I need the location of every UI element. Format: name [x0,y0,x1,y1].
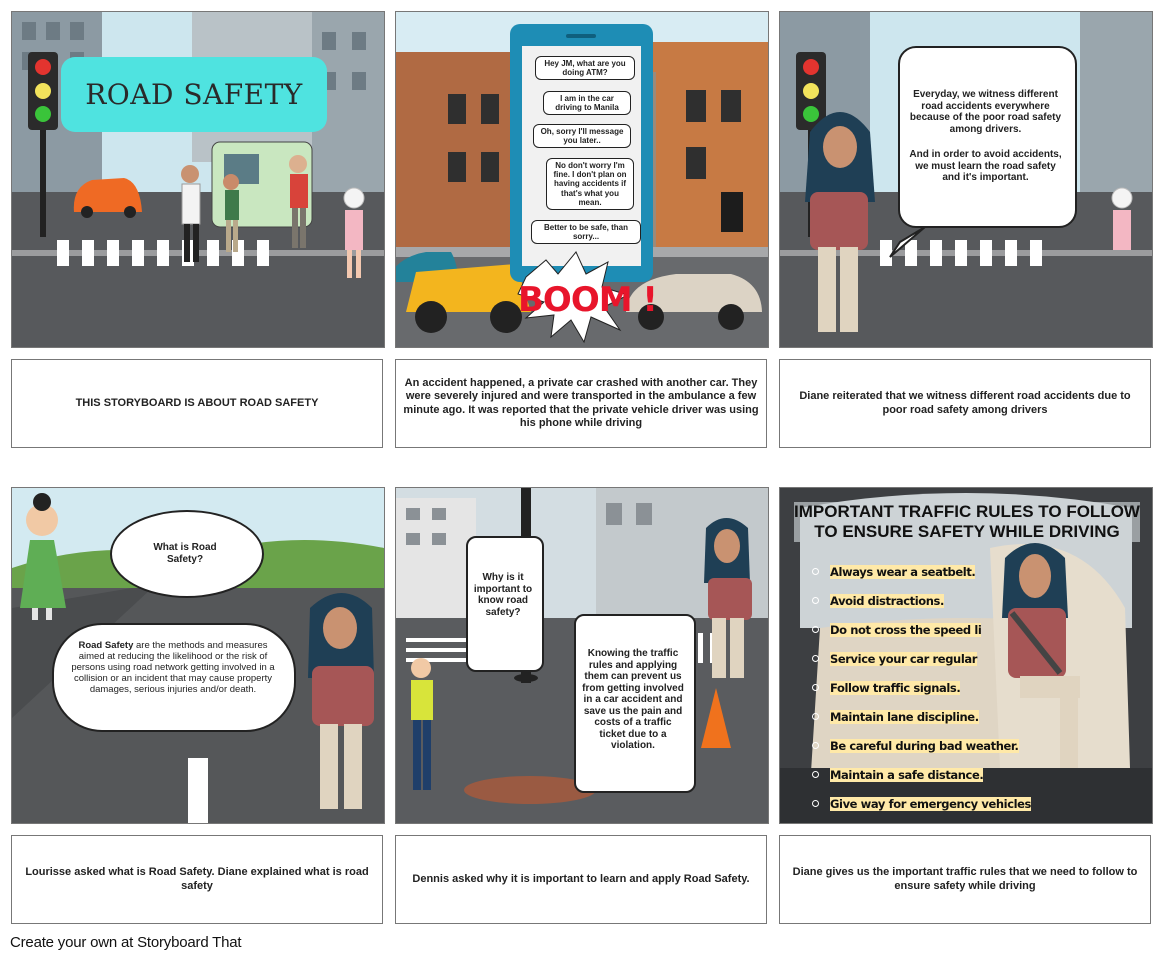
rule-item: Maintain lane discipline. [830,708,1031,737]
panel-6 [779,487,1153,824]
caption-3: Diane reiterated that we witness different road accidents due to poor road safety among drivers [779,359,1151,448]
answer-text [68,641,278,696]
chat-message-1: Hey JM, what are you doing ATM? [535,56,635,80]
panel-1 [11,11,385,348]
bubble-text-2: And in order to avoid accidents, we must learn the road safety and it's important. [909,149,1062,183]
panel-5 [395,487,769,824]
rule-item: Do not cross the speed li [830,621,1031,650]
answer-definition: are the methods and measures aimed at reducing the likelihood or the risk of persons using road network getting involved in a collision or an incident that may cause property damages, serious injuries and/or death. [71,640,275,695]
speech-bubble [898,46,1077,228]
caption-1: THIS STORYBOARD IS ABOUT ROAD SAFETY [11,359,383,448]
panel-3 [779,11,1153,348]
panel-2 [395,11,769,348]
create-your-own-link[interactable]: Create your own at Storyboard That [10,934,242,951]
caption-6: Diane gives us the important traffic rules that we need to follow to ensure safety while driving [779,835,1151,924]
answer-term: Road Safety [78,640,134,651]
boom-text: BOOM ! [518,280,657,320]
caption-2: An accident happened, a private car crashed with another car. They were severely injured and were transported in the ambulance a few minute ago. It was reported that the private vehicle driver was using his phone while driving [395,359,767,448]
chat-message-5: Better to be safe, than sorry... [531,220,641,244]
rule-item: Be careful during bad weather. [830,737,1031,766]
rules-list [830,563,1031,824]
chat-message-4: No don't worry I'm fine. I don't plan on having accidents if that's what you mean. [546,158,634,210]
chat-message-2: I am in the car driving to Manila [543,91,631,115]
rule-item: Service your car regular [830,650,1031,679]
rule-item: Always wear a seatbelt. [830,563,1031,592]
title-box [61,57,327,132]
rule-item: Give way for emergency vehicles [830,795,1031,824]
answer-text: Knowing the traffic rules and applying them can prevent us from getting involved in a car accident and save us the pain and costs of a traffic ticket due to a violation. [582,648,684,751]
panel-4 [11,487,385,824]
rule-item: Follow traffic signals. [830,679,1031,708]
storyboard-title: ROAD SAFETY [85,78,303,111]
chat-message-3: Oh, sorry I'll message you later.. [533,124,631,148]
person-figure [1112,188,1132,250]
caption-5: Dennis asked why it is important to learn and apply Road Safety. [395,835,767,924]
bubble-text-1: Everyday, we witness different road accidents everywhere because of the poor road safety among drivers. [909,89,1062,135]
caption-4: Lourisse asked what is Road Safety. Diane explained what is road safety [11,835,383,924]
rule-item: Avoid distractions. [830,592,1031,621]
rules-title: IMPORTANT TRAFFIC RULES TO FOLLOW TO ENSURE SAFETY WHILE DRIVING [794,502,1140,541]
question-text: What is Road Safety? [153,542,217,565]
rule-item: Maintain a safe distance. [830,766,1031,795]
question-text: Why is it important to know road safety? [473,572,533,618]
